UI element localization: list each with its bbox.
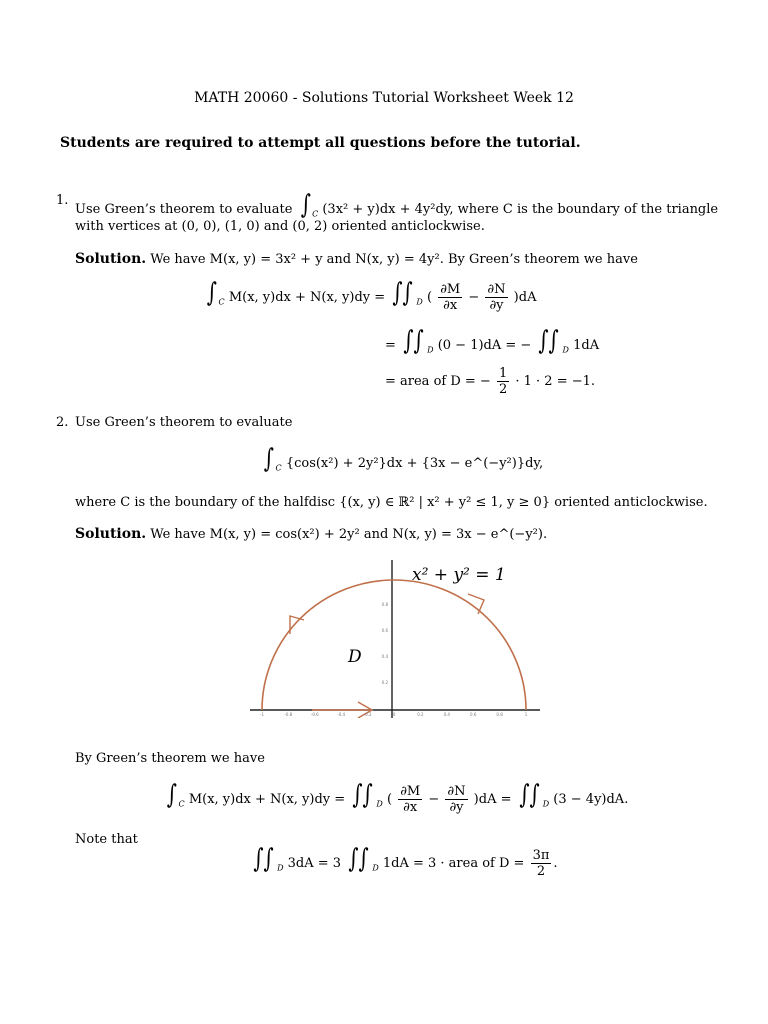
x-tick-labels (260, 712, 528, 717)
question-2-integral: ∫ $_C$ {cos(x²) + 2y²}dx + {3x − e^(−y²)}dy, (263, 444, 544, 474)
question-1-solution: Solution. We have M(x, y) = 3x² + y and N(x, y) = 4y². By Green’s theorem we have (75, 251, 638, 267)
halfdisc-plot (250, 558, 542, 718)
question-1-number: 1. (56, 193, 69, 208)
y-tick-label: 0.4 (381, 654, 388, 659)
halfdisc-figure (250, 558, 542, 718)
question-2-number: 2. (56, 415, 69, 430)
halfdisc-boundary-arc (262, 580, 526, 710)
question-2-text: Use Green’s theorem to evaluate (75, 415, 293, 430)
y-tick-label: 0.6 (381, 628, 388, 633)
question-1-integrand: (3x² + y)dx + 4y²dy, (322, 202, 454, 217)
arc-arrow-left-icon (290, 616, 304, 634)
x-tick-label: 1 (524, 712, 528, 717)
figure-region-label: D (348, 647, 362, 667)
x-tick-label: -1 (260, 712, 264, 717)
equation-3: = area of D = − $\frac{1}{2}$ · 1 · 2 = −1. (385, 366, 596, 397)
x-tick-label: 0.6 (470, 712, 477, 717)
instruction-text: Students are required to attempt all questions before the tutorial. (60, 135, 581, 151)
y-tick-label: 0.8 (381, 602, 388, 607)
note-text: Note that (75, 832, 138, 847)
x-tick-label: 0.4 (443, 712, 450, 717)
document-title: MATH 20060 - Solutions Tutorial Worksheet Week 12 (194, 90, 574, 106)
x-tick-label: -0.6 (310, 712, 319, 717)
x-tick-label: -0.2 (363, 712, 372, 717)
x-tick-label: -0.8 (284, 712, 293, 717)
x-tick-label: 0.2 (417, 712, 424, 717)
solution-label: Solution. (75, 526, 147, 542)
by-greens-theorem-text: By Green’s theorem we have (75, 751, 265, 766)
question-1-text: Use Green’s theorem to evaluate ∫ $_C$ (3x² + y)dx + 4y²dy, where C is the boundary of the triangle (75, 190, 719, 220)
y-tick-labels (382, 602, 389, 685)
equation-2: = ∫∫ $_D$ (0 − 1)dA = − ∫∫ $_D$ 1dA (385, 326, 600, 356)
x-tick-label: 0 (392, 712, 396, 717)
figure-equation: x² + y² = 1 (412, 565, 506, 585)
x-tick-label: 0.8 (496, 712, 503, 717)
y-tick-label: 0.2 (381, 680, 388, 685)
equation-5: ∫∫ $_D$ 3dA = 3 ∫∫ $_D$ 1dA = 3 · area of D = $\frac{3\pi}{2}$ . (253, 844, 558, 879)
x-tick-label: -0.4 (337, 712, 346, 717)
solution-label: Solution. (75, 251, 147, 267)
equation-4: ∫ $_C$ M(x, y)dx + N(x, y)dy = ∫∫ $_D$ ( $\frac{\partial M}{\partial x}$ − $\frac{\partial N}{\partial y}$ )dA = ∫∫ $_D$ (3 − 4y)dA. (166, 780, 629, 815)
question-2-region-text: where C is the boundary of the halfdisc {(x, y) ∈ ℝ² | x² + y² ≤ 1, y ≥ 0} oriented anticlockwise. (75, 495, 708, 510)
question-1-text-continued: with vertices at (0, 0), (1, 0) and (0, 2) oriented anticlockwise. (75, 219, 485, 234)
question-2-solution: Solution. We have M(x, y) = cos(x²) + 2y² and N(x, y) = 3x − e^(−y²). (75, 526, 548, 542)
equation-1: ∫ $_C$ M(x, y)dx + N(x, y)dy = ∫∫ $_D$ ( $\frac{\partial M}{\partial x}$ − $\frac{\partial N}{\partial y}$ )dA (206, 278, 537, 313)
